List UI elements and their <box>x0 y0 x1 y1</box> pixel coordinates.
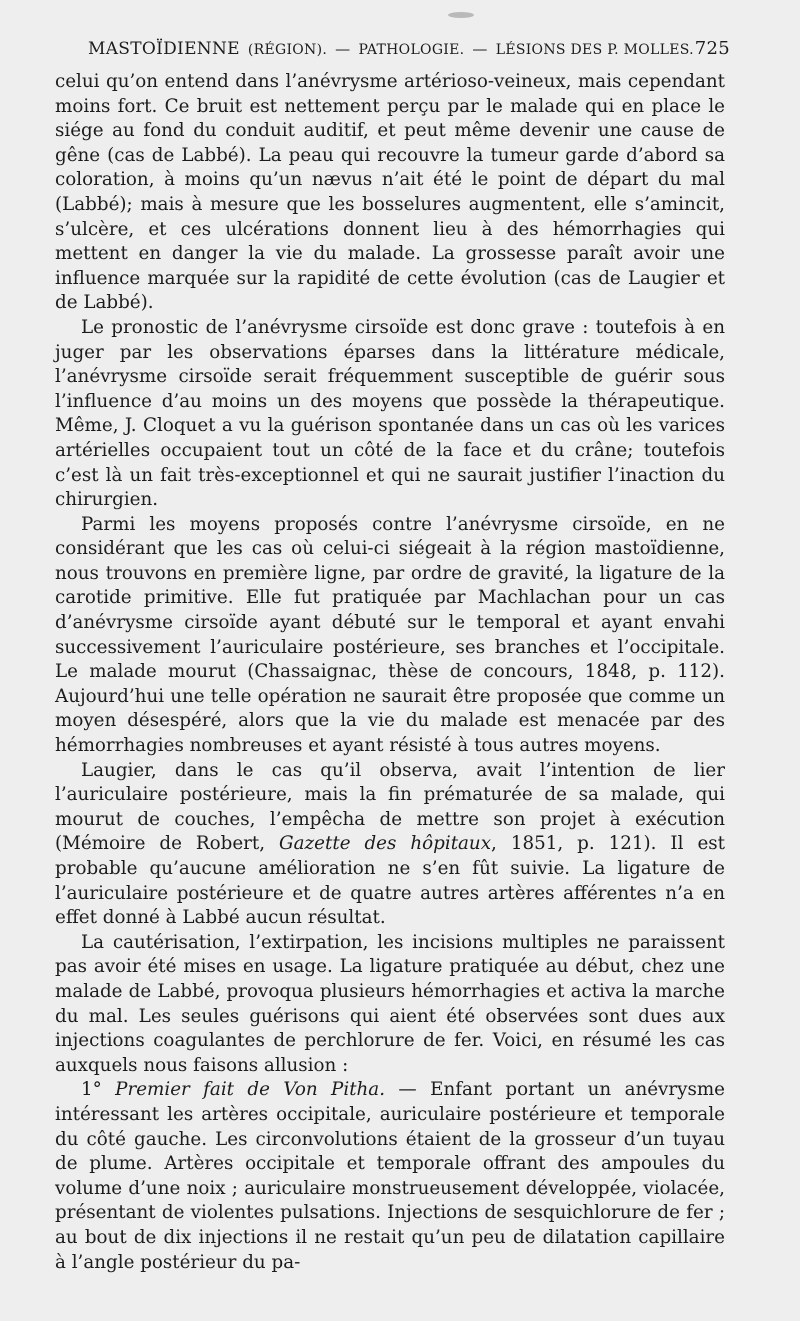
ink-speck <box>448 12 474 18</box>
paragraph-text: , 1851, p. 121). Il est probable qu’aucune amélioration ne s’en fût suivie. La ligature de l’auriculaire postérieure et de quatre autres artères afférentes n’a en effet donné à Labbé aucun résultat. <box>55 833 726 929</box>
paragraph-text: Laugier, dans le cas qu’il observa, avait l’intention de lier l’auriculaire postérieure, mais la fin prématurée de sa malade, qui mourut de couches, l’empêcha de mettre son projet à exécution (Mémoire de Robert, <box>55 759 725 855</box>
running-header <box>88 38 730 59</box>
page-number: 725 <box>694 38 730 59</box>
header-section: PATHOLOGIE. <box>358 42 465 58</box>
case-title: Premier fait de Von Pitha. <box>115 1079 386 1101</box>
header-region: (RÉGION). <box>247 42 328 58</box>
paragraph: celui qu’on entend dans l’anévrysme artérioso-veineux, mais cependant moins fort. Ce bruit est nettement perçu par le malade qui en place le siége au fond du conduit auditif, et peut même devenir une cause de gêne (cas de Labbé). La peau qui recouvre la tumeur garde d’abord sa coloration, à moins qu’un nævus n’ait été le point de départ du mal (Labbé); mais à mesure que les bosselures augmentent, elle s’amincit, s’ulcère, et ces ulcérations donnent lieu à des hémorrhagies qui mettent en danger la vie du malade. La grossesse paraît avoir une influence marquée sur la rapidité de cette évolution (cas de Laugier et de Labbé). <box>55 71 725 314</box>
paragraph-text: — Enfant portant un anévrysme intéressant les artères occipitale, auriculaire postérieure et temporale du côté gauche. Les circonvolutions étaient de la grosseur d’un tuyau de plume. Artères occipitale et temporale offrant des ampoules du volume d’une noix ; auriculaire monstrueusement développée, violacée, présentant de violentes pulsations. Injections de sesquichlorure de fer ; au bout de dix injections il ne restait qu’un peu de dilatation capillaire à l’angle postérieur du pa- <box>55 1079 725 1273</box>
case-number: 1° <box>81 1079 116 1101</box>
header-subsection: LÉSIONS DES P. MOLLES. <box>495 42 694 58</box>
paragraph <box>55 1078 725 1275</box>
body-text <box>55 70 725 1275</box>
paragraph: Le pronostic de l’anévrysme cirsoïde est donc grave : toutefois à en juger par les observations éparses dans la littérature médicale, l’anévrysme cirsoïde serait fréquemment susceptible de guérir sous l’influence d’au moins un des moyens que possède la thérapeutique. Même, J. Cloquet a vu la guérison spontanée dans un cas où les varices artérielles occupaient tout un côté de la face et du crâne; toutefois c’est là un fait très-exceptionnel et qui ne saurait justifier l’inaction du chirurgien. <box>55 316 725 511</box>
header-title: MASTOÏDIENNE <box>88 39 240 59</box>
header-dash: — <box>472 40 488 58</box>
paragraph: La cautérisation, l’extirpation, les incisions multiples ne paraissent pas avoir été mises en usage. La ligature pratiquée au début, chez une malade de Labbé, provoqua plusieurs hémorrhagies et activa la marche du mal. Les seules guérisons qui aient été observées sont dues aux injections coagulantes de perchlorure de fer. Voici, en résumé les cas auxquels nous faisons allusion : <box>55 931 725 1076</box>
paragraph <box>55 759 725 931</box>
journal-title: Gazette des hôpitaux <box>279 833 492 855</box>
header-left <box>88 39 694 59</box>
paragraph: Parmi les moyens proposés contre l’anévrysme cirsoïde, en ne considérant que les cas où celui-ci siégeait à la région mastoïdienne, nous trouvons en première ligne, par ordre de gravité, la ligature de la carotide primitive. Elle fut pratiquée par Machlachan pour un cas d’anévrysme cirsoïde ayant débuté sur le temporal et ayant envahi successivement l’auriculaire postérieure, ses branches et l’occipitale. Le malade mourut (Chassaignac, thèse de concours, 1848, p. 112). Aujourd’hui une telle opération ne saurait être proposée que comme un moyen désespéré, alors que la vie du malade est menacée par des hémorrhagies nombreuses et ayant résisté à tous autres moyens. <box>55 513 725 757</box>
header-dash: — <box>335 40 351 58</box>
